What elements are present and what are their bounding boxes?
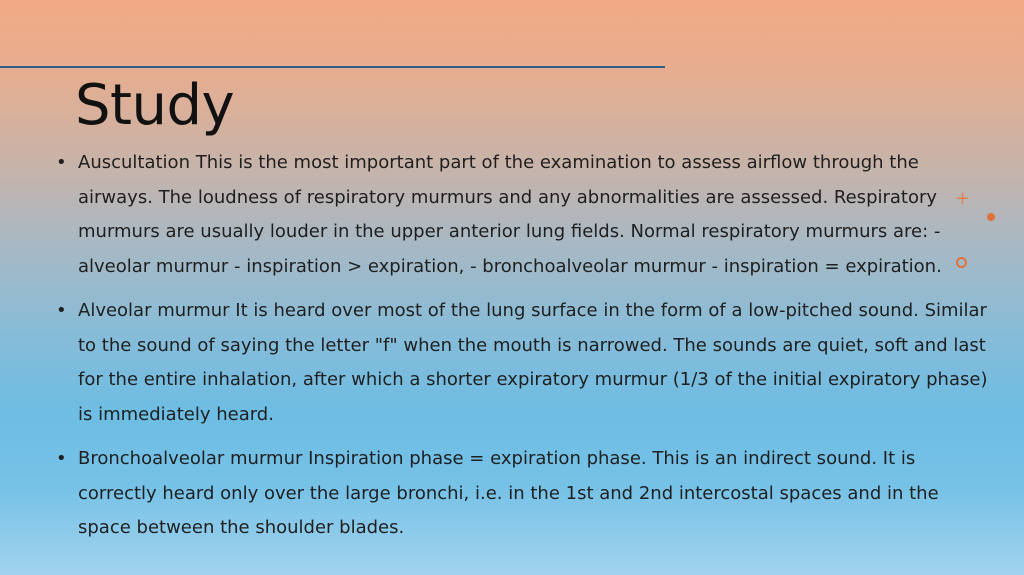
- bullet-item-bronchoalveolar-murmur: [56, 442, 991, 546]
- bullet-text: Alveolar murmur It is heard over most of the lung surface in the form of a low-pitched sound. Similar to the sound of saying the letter "f" when the mouth is narrowed. The sounds are quiet, soft and last for the entire inhalation, after which a shorter expiratory murmur (1/3 of the initial expiratory phase) is immediately heard.: [78, 300, 988, 425]
- bullet-item-alveolar-murmur: [56, 294, 991, 432]
- bullet-text: Bronchoalveolar murmur Inspiration phase = expiration phase. This is an indirect sound. It is correctly heard only over the large bronchi, i.e. in the 1st and 2nd intercostal spaces and in the space between the shoulder blades.: [78, 448, 939, 538]
- bullet-marker: •: [56, 448, 67, 469]
- bullet-text: Auscultation This is the most important part of the examination to assess airflow through the airways. The loudness of respiratory murmurs and any abnormalities are assessed. Respiratory murmurs are usually louder in the upper anterior lung fields. Normal respiratory murmurs are: - alveolar murmur - inspiration > expiration, - bronchoalveolar murmur - inspiration = expiration.: [78, 152, 942, 277]
- decorative-ring-icon: [956, 257, 967, 268]
- decorative-plus-icon: +: [955, 188, 971, 209]
- slide-title: Study: [75, 73, 235, 138]
- bullet-item-auscultation: [56, 146, 991, 284]
- bullet-marker: •: [56, 300, 67, 321]
- bullet-marker: •: [56, 152, 67, 173]
- bullet-list: [56, 146, 991, 556]
- decorative-dot-icon: [987, 213, 995, 221]
